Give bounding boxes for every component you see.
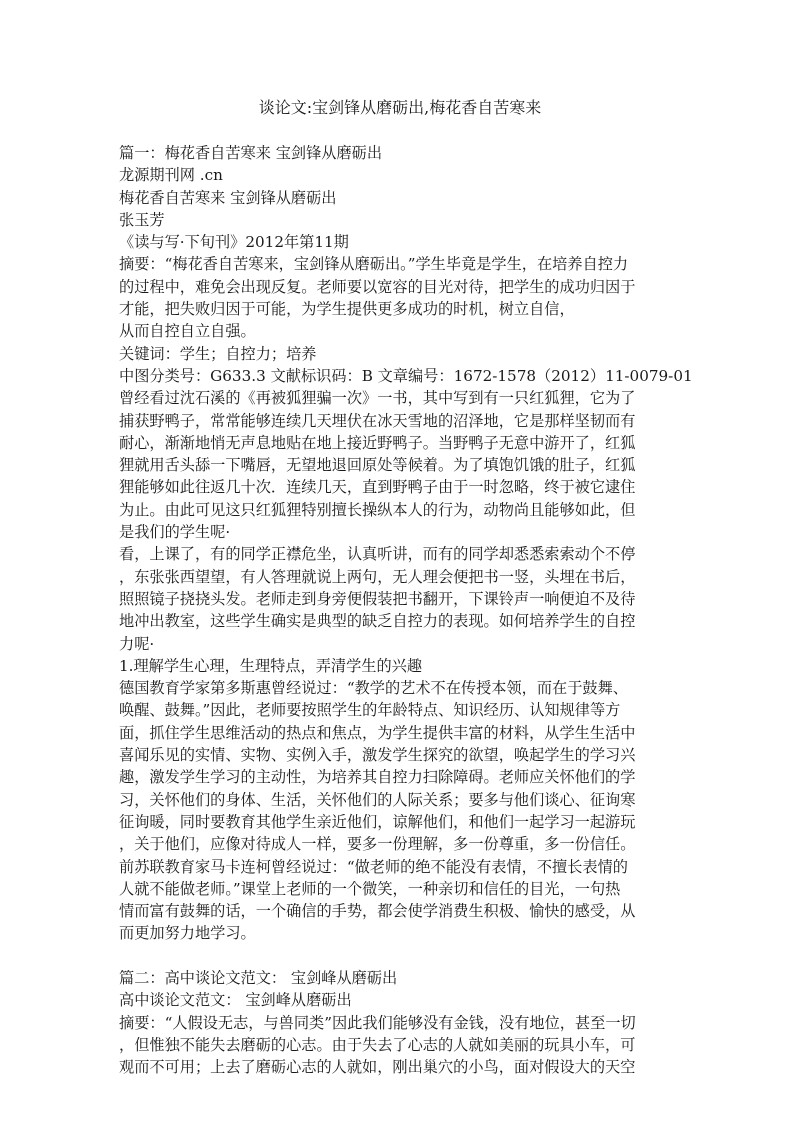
text-line: 唤醒、鼓舞。”因此，老师要按照学生的年龄特点、知识经历、认知规律等方 bbox=[119, 701, 621, 720]
text-line: 狸就用舌头舔一下嘴唇，无望地退回原处等候着。为了填饱饥饿的肚子，红狐 bbox=[119, 456, 636, 475]
text-line: 捕获野鸭子，常常能够连续几天埋伏在冰天雪地的沼泽地，它是那样坚韧而有 bbox=[119, 411, 636, 430]
text-line: 为止。由此可见这只红狐狸特别擅长操纵本人的行为，动物尚且能够如此，但 bbox=[119, 500, 636, 519]
text-line: 习，关怀他们的身体、生活，关怀他们的人际关系；要多与他们谈心、征询寒 bbox=[119, 790, 636, 809]
text-line: 曾经看过沈石溪的《再被狐狸骗一次》一书，其中写到有一只红狐狸，它为了 bbox=[119, 389, 636, 408]
text-line: 1.理解学生心理，生理特点，弄清学生的兴趣 bbox=[119, 656, 423, 675]
text-line: 才能，把失败归因于可能，为学生提供更多成功的时机，树立自信， bbox=[119, 300, 575, 319]
text-line: 龙源期刊网 .cn bbox=[119, 166, 223, 185]
text-line: 篇一：梅花香自苦寒来 宝剑锋从磨砺出 bbox=[119, 144, 383, 162]
text-line: 张玉芳 bbox=[119, 210, 165, 229]
text-line: 观而不可用；上去了磨砺心志的人就如，刚出巢穴的小鸟，面对假设大的天空 bbox=[119, 1058, 636, 1077]
text-line: 狸能够如此往返几十次．连续几天，直到野鸭子由于一时忽略，终于被它逮住 bbox=[119, 478, 636, 497]
text-line: 中图分类号：G633.3 文献标识码：B 文章编号：1672-1578（2012）11-0079-01 bbox=[119, 366, 693, 385]
text-line: ，东张张西望望，有人答理就说上两句，无人理会便把书一竖，头埋在书后， bbox=[119, 567, 636, 586]
text-line: 从而自控自立自强。 bbox=[119, 322, 256, 341]
text-line: 情而富有鼓舞的话，一个确信的手势，都会使学消费生积极、愉快的感受，从 bbox=[119, 902, 636, 921]
text-line: 力呢· bbox=[119, 634, 155, 653]
text-line: 征询暖，同时要教育其他学生亲近他们，谅解他们，和他们一起学习一起游玩 bbox=[119, 812, 636, 831]
text-line: 喜闻乐见的实情、实物、实例入手，激发学生探究的欲望，唤起学生的学习兴 bbox=[119, 746, 636, 765]
text-line: 趣，激发学生学习的主动性，为培养其自控力扫除障碍。老师应关怀他们的学 bbox=[119, 768, 636, 787]
text-line: 照照镜子挠挠头发。老师走到身旁便假装把书翻开，下课铃声一响便迫不及待 bbox=[119, 589, 636, 608]
text-line: ，关于他们，应像对待成人一样，要多一份理解，多一份尊重，多一份信任。 bbox=[119, 835, 636, 854]
text-line: 摘要：“人假设无志，与兽同类”因此我们能够没有金钱，没有地位，甚至一切 bbox=[119, 1013, 636, 1032]
text-line: 篇二：高中谈论文范文： 宝剑峰从磨砺出 bbox=[119, 968, 398, 987]
text-line: 看，上课了，有的同学正襟危坐，认真听讲，而有的同学却悉悉索索动个不停 bbox=[119, 545, 636, 564]
document-title: 谈论文:宝剑锋从磨砺出,梅花香自苦寒来 bbox=[258, 98, 542, 117]
text-line: 地冲出教室，这些学生确实是典型的缺乏自控力的表现。如何培养学生的自控 bbox=[119, 612, 636, 631]
text-line: 面，抓住学生思维活动的热点和焦点，为学生提供丰富的材料，从学生生活中 bbox=[119, 723, 636, 742]
document-body bbox=[119, 142, 699, 1078]
text-line: 摘要：“梅花香自苦寒来，宝剑锋从磨砺出。”学生毕竟是学生，在培养自控力 bbox=[119, 255, 629, 274]
text-line: 《读与写·下旬刊》2012年第11期 bbox=[119, 233, 349, 252]
text-line: 而更加努力地学习。 bbox=[119, 924, 256, 943]
text-line: 的过程中，难免会出现反复。老师要以宽容的目光对待，把学生的成功归因于 bbox=[119, 277, 636, 296]
text-line: 耐心，渐渐地悄无声息地贴在地上接近野鸭子。当野鸭子无意中游开了，红狐 bbox=[119, 433, 636, 452]
text-line: 前苏联教育家马卡连柯曾经说过：“做老师的绝不能没有表情，不擅长表情的 bbox=[119, 857, 628, 876]
text-line: 高中谈论文范文： 宝剑峰从磨砺出 bbox=[119, 991, 352, 1010]
text-line: 德国教育学家第多斯惠曾经说过：“教学的艺术不在传授本领，而在于鼓舞、 bbox=[119, 679, 628, 698]
text-line: ，但惟独不能失去磨砺的心志。由于失去了心志的人就如美丽的玩具小车，可 bbox=[119, 1035, 636, 1054]
text-line: 梅花香自苦寒来 宝剑锋从磨砺出 bbox=[119, 188, 337, 207]
blank-line bbox=[119, 945, 699, 967]
text-line: 关键词：学生；自控力；培养 bbox=[119, 344, 317, 363]
text-line: 是我们的学生呢· bbox=[119, 523, 231, 542]
text-line: 人就不能做老师。”课堂上老师的一个微笑，一种亲切和信任的目光，一句热 bbox=[119, 879, 621, 898]
